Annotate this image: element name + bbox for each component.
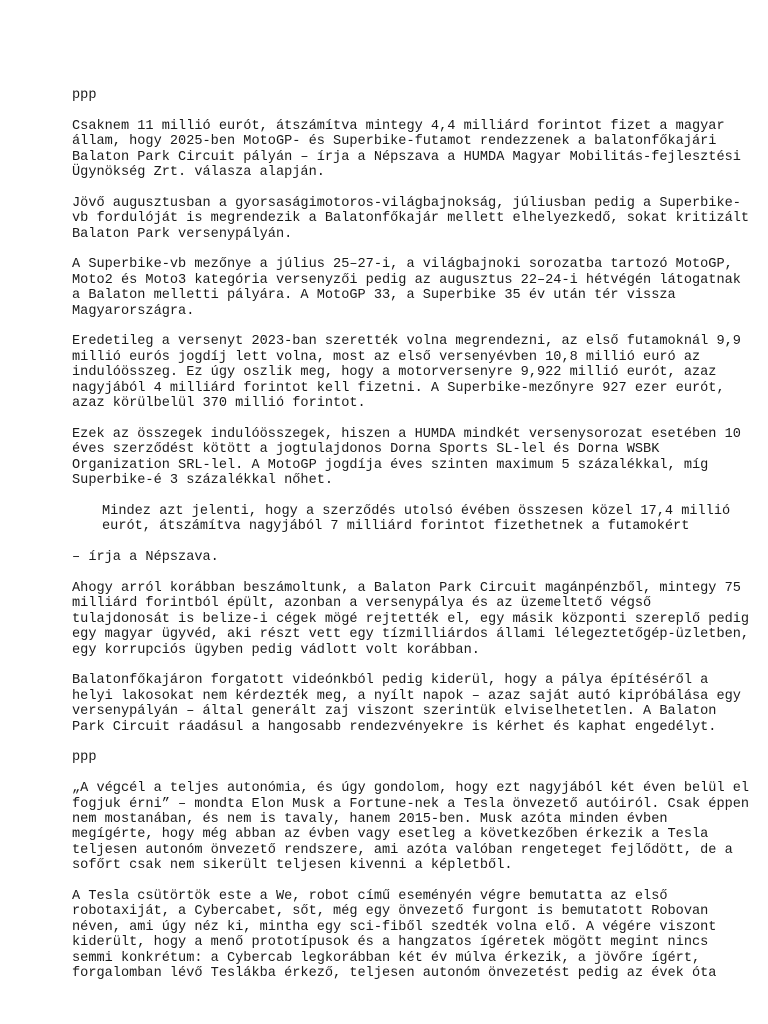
text-line: Balaton Park Circuit pályán – írja a Népszava a HUMDA Magyar Mobilitás-fejlesztési xyxy=(72,149,741,165)
text-line: Eredetileg a versenyt 2023-ban szerették volna megrendezni, az első futamoknál 9,9 xyxy=(72,334,741,350)
text-line: vb fordulóját is megrendezik a Balatonfőkajár mellett elhelyezkedő, sokat kritizált xyxy=(72,211,750,227)
text-line: tulajdonosát is belize-i cégek mögé rejtették el, egy másik központi szereplő pedig xyxy=(72,611,750,627)
text-line: Park Circuit ráadásul a hangosabb rendezvényekre is kérhet és kaphat engedélyt. xyxy=(72,719,717,735)
text-line: Ezek az összegek indulóösszegek, hiszen a HUMDA mindkét versenysorozat esetében 10 xyxy=(72,426,741,442)
text-line: egy korrupciós ügyben pedig vádlott volt korábban. xyxy=(72,642,480,658)
text-line: fogjuk érni” – mondta Elon Musk a Fortune-nek a Tesla önvezető autóiról. Csak éppen xyxy=(72,796,750,812)
paragraph xyxy=(72,88,712,103)
paragraph xyxy=(72,888,717,981)
paragraph xyxy=(72,195,750,242)
paragraph xyxy=(72,673,741,735)
text-line: ppp xyxy=(72,88,97,103)
paragraph xyxy=(72,257,741,319)
text-line: Organization SRL-lel. A MotoGP jogdíja éves szinten maximum 5 százalékkal, míg xyxy=(72,457,709,473)
text-line: egy magyar ügyvéd, aki részt vett egy tízmilliárdos állami lélegeztetőgép-üzletben, xyxy=(72,627,750,643)
paragraph xyxy=(72,503,731,535)
text-line: Balatonfőkajáron forgatott videónkból pedig kiderül, hogy a pálya építéséről a xyxy=(72,673,709,689)
paragraph xyxy=(72,118,741,181)
text-line: sofőrt csak nem sikerült teljesen kivenni a képletből. xyxy=(72,858,513,874)
text-line: millió eurós jogdíj lett volna, most az első versenyévben 10,8 millió euró az xyxy=(72,349,701,365)
text-line: forgalomban lévő Teslákba érkező, teljesen autonóm önvezetést pedig az évek óta xyxy=(72,965,717,981)
text-line: semmi konkrétum: a Cybercab legkorábban két év múlva érkezik, a jövőre ígért, xyxy=(72,950,701,966)
text-line: Superbike-é 3 százalékkal nőhet. xyxy=(72,473,334,489)
text-line: éves szerződést kötött a jogtulajdonos Dorna Sports SL-lel és Dorna WSBK xyxy=(72,442,660,458)
text-line: A Superbike-vb mezőnye a július 25–27-i, a világbajnoki sorozatba tartozó MotoGP, xyxy=(72,257,733,273)
text-line: milliárd forintból épült, azonban a versenypálya és az üzemeltető végső xyxy=(72,596,652,612)
text-line: állam, hogy 2025-ben MotoGP- és Superbike-futamot rendezzenek a balatonfőkajári xyxy=(72,134,717,150)
paragraph xyxy=(72,334,741,412)
text-line: eurót, átszámítva nagyjából 7 milliárd forintot fizethetnek a futamokért xyxy=(102,519,690,535)
text-line: nagyjából 4 milliárd forintot kell fizetni. A Superbike-mezőnyre 927 ezer eurót, xyxy=(72,380,725,396)
text-line: ppp xyxy=(72,750,97,766)
text-line: azaz körülbelül 370 millió forintot. xyxy=(72,396,366,412)
text-line: Moto2 és Moto3 kategória versenyzői pedig az augusztus 22–24-i hétvégén látogatnak xyxy=(72,272,741,288)
paragraph xyxy=(72,550,712,565)
text-line: – írja a Népszava. xyxy=(72,550,219,566)
text-line: Balaton Park versenypályán. xyxy=(72,226,293,242)
text-line: nem mostanában, és nem is tavaly, hanem 2015-ben. Musk azóta minden évben xyxy=(72,811,668,827)
paragraph xyxy=(72,426,741,489)
text-line: néven, ami úgy néz ki, mintha egy sci-fiből szedték volna elő. A végére viszont xyxy=(72,919,717,935)
text-line: „A végcél a teljes autonómia, és úgy gondolom, hogy ezt nagyjából két éven belül el xyxy=(72,781,750,797)
document-page xyxy=(72,88,750,997)
text-line: Csaknem 11 millió eurót, átszámítva mintegy 4,4 milliárd forintot fizet a magyar xyxy=(72,118,725,134)
text-line: kiderült, hogy a menő prototípusok és a hangzatos ígéretek mögött megint nincs xyxy=(72,935,709,951)
text-line: teljesen autonóm önvezető rendszere, ami azóta valóban rengeteget fejlődött, de a xyxy=(72,842,733,858)
text-line: helyi lakosokat nem kérdezték meg, a nyílt napok – azaz saját autó kipróbálása egy xyxy=(72,688,741,704)
paragraph xyxy=(72,750,712,765)
text-line: indulóösszeg. Ez úgy oszlik meg, hogy a motorversenyre 9,922 millió eurót, azaz xyxy=(72,365,717,381)
text-line: Ügynökség Zrt. válasza alapján. xyxy=(72,165,325,181)
text-line: versenypályán – által generált zaj viszont szerintük elviselhetetlen. A Balaton xyxy=(72,704,717,720)
text-line: Magyarországra. xyxy=(72,303,195,319)
text-line: Ahogy arról korábban beszámoltunk, a Balaton Park Circuit magánpénzből, mintegy 75 xyxy=(72,580,741,596)
paragraph xyxy=(72,580,750,658)
text-line: a Balaton melletti pályára. A MotoGP 33, a Superbike 35 év után tér vissza xyxy=(72,288,676,304)
text-line: A Tesla csütörtök este a We, robot című eseményén végre bemutatta az első xyxy=(72,888,668,904)
text-line: megígérte, hogy még abban az évben vagy esetleg a következőben érkezik a Tesla xyxy=(72,827,709,843)
text-line: Jövő augusztusban a gyorsaságimotoros-világbajnokság, júliusban pedig a Superbike- xyxy=(72,195,741,211)
text-line: robotaxiját, a Cybercabet, sőt, még egy önvezető furgont is bemutatott Robovan xyxy=(72,904,709,920)
text-line: Mindez azt jelenti, hogy a szerződés utolsó évében összesen közel 17,4 millió xyxy=(102,503,731,519)
paragraph xyxy=(72,781,750,874)
